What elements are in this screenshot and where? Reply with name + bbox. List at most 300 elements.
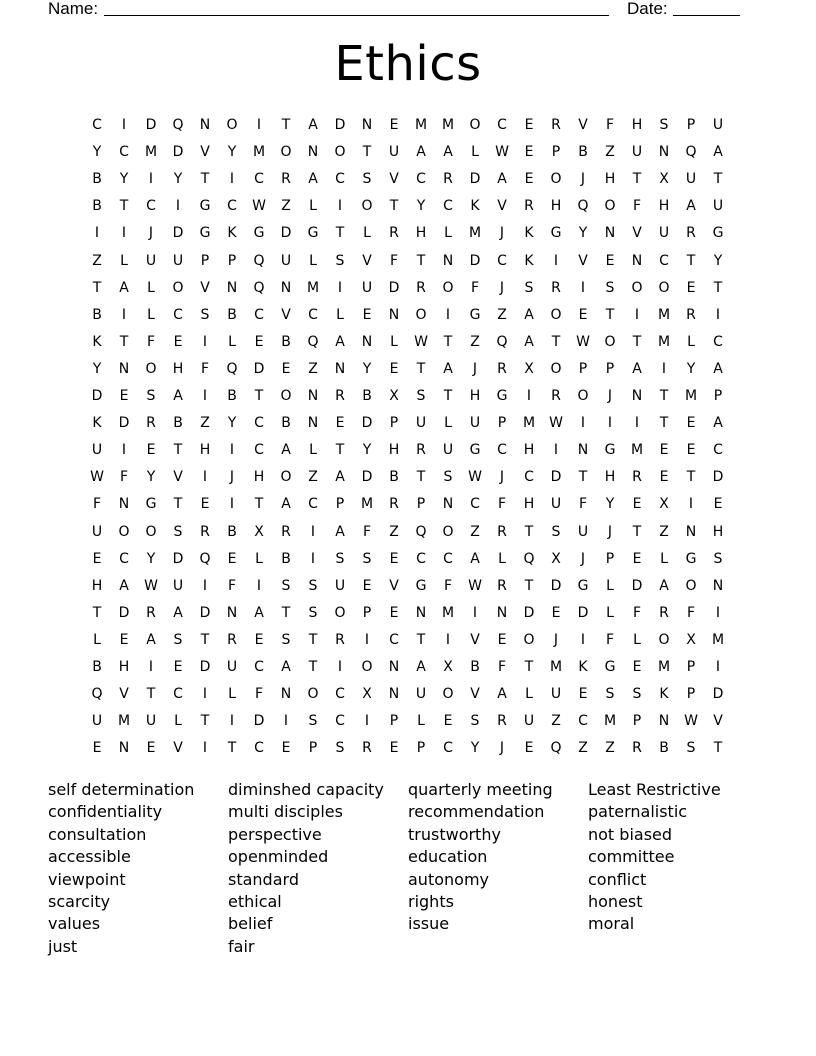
grid-letter[interactable]: R xyxy=(281,171,291,188)
grid-letter[interactable]: N xyxy=(496,604,508,621)
grid-letter[interactable]: A xyxy=(119,279,129,296)
grid-letter[interactable]: R xyxy=(335,388,345,404)
grid-letter[interactable]: O xyxy=(577,388,589,404)
grid-letter[interactable]: C xyxy=(308,306,318,323)
grid-letter[interactable]: M xyxy=(306,279,320,296)
grid-letter[interactable]: R xyxy=(524,198,534,215)
grid-letter[interactable]: L xyxy=(444,415,452,432)
grid-letter[interactable]: Y xyxy=(686,360,696,377)
grid-letter[interactable]: M xyxy=(414,117,428,133)
grid-letter[interactable]: N xyxy=(307,144,319,161)
grid-letter[interactable]: A xyxy=(416,659,426,675)
grid-letter[interactable]: L xyxy=(498,550,506,567)
grid-letter[interactable]: B xyxy=(173,415,183,432)
grid-letter[interactable]: D xyxy=(172,144,184,161)
grid-letter[interactable]: G xyxy=(496,388,508,404)
grid-letter[interactable]: Y xyxy=(470,740,480,757)
grid-letter[interactable]: V xyxy=(497,198,507,215)
grid-letter[interactable]: A xyxy=(281,659,291,675)
grid-letter[interactable]: V xyxy=(389,171,399,188)
grid-letter[interactable]: D xyxy=(199,659,211,675)
grid-letter[interactable]: P xyxy=(686,659,696,675)
grid-letter[interactable]: D xyxy=(361,469,373,486)
grid-letter[interactable]: E xyxy=(362,306,372,323)
grid-letter[interactable]: I xyxy=(634,415,640,432)
grid-letter[interactable]: K xyxy=(578,659,588,675)
grid-letter[interactable]: W xyxy=(414,333,428,350)
grid-letter[interactable]: A xyxy=(659,577,669,594)
grid-letter[interactable]: C xyxy=(173,306,183,323)
grid-letter[interactable]: O xyxy=(604,198,616,215)
grid-letter[interactable]: N xyxy=(712,577,724,594)
grid-letter[interactable]: A xyxy=(308,117,318,133)
grid-letter[interactable]: O xyxy=(334,144,346,161)
grid-letter[interactable]: Z xyxy=(308,360,318,377)
grid-letter[interactable]: C xyxy=(416,171,426,188)
grid-letter[interactable]: M xyxy=(252,144,266,161)
grid-letter[interactable]: E xyxy=(173,659,183,675)
grid-letter[interactable]: R xyxy=(443,171,453,188)
grid-letter[interactable]: W xyxy=(495,144,509,161)
grid-letter[interactable]: J xyxy=(472,360,478,377)
grid-letter[interactable]: O xyxy=(442,279,454,296)
grid-letter[interactable]: N xyxy=(307,415,319,432)
grid-letter[interactable]: J xyxy=(499,279,505,296)
grid-letter[interactable]: N xyxy=(280,686,292,703)
grid-letter[interactable]: W xyxy=(576,333,590,350)
grid-letter[interactable]: U xyxy=(469,415,481,432)
grid-letter[interactable]: T xyxy=(308,631,318,648)
grid-letter[interactable]: P xyxy=(416,496,426,513)
grid-letter[interactable]: E xyxy=(254,333,264,350)
grid-letter[interactable]: U xyxy=(226,659,238,675)
grid-letter[interactable]: I xyxy=(202,388,208,404)
grid-letter[interactable]: U xyxy=(550,496,562,513)
grid-letter[interactable]: Q xyxy=(496,333,508,350)
grid-letter[interactable]: L xyxy=(444,225,452,242)
grid-letter[interactable]: J xyxy=(148,225,154,242)
grid-letter[interactable]: T xyxy=(605,306,615,323)
grid-letter[interactable]: R xyxy=(686,225,696,242)
grid-letter[interactable]: A xyxy=(119,577,129,594)
grid-letter[interactable]: C xyxy=(254,442,264,459)
grid-letter[interactable]: T xyxy=(281,117,291,133)
grid-letter[interactable]: I xyxy=(337,659,343,675)
grid-letter[interactable]: E xyxy=(362,577,372,594)
grid-letter[interactable]: S xyxy=(146,388,156,404)
grid-letter[interactable]: H xyxy=(199,442,211,459)
grid-letter[interactable]: E xyxy=(146,740,156,757)
grid-letter[interactable]: O xyxy=(145,360,157,377)
grid-letter[interactable]: H xyxy=(253,469,265,486)
grid-letter[interactable]: U xyxy=(577,523,589,540)
grid-letter[interactable]: S xyxy=(551,523,561,540)
grid-letter[interactable]: I xyxy=(121,306,127,323)
grid-letter[interactable]: I xyxy=(445,631,451,648)
grid-letter[interactable]: H xyxy=(523,496,535,513)
grid-letter[interactable]: P xyxy=(389,713,399,730)
grid-letter[interactable]: I xyxy=(310,550,316,567)
grid-letter[interactable]: L xyxy=(336,306,344,323)
grid-letter[interactable]: S xyxy=(443,469,453,486)
grid-letter[interactable]: W xyxy=(144,577,158,594)
grid-letter[interactable]: H xyxy=(118,659,130,675)
grid-letter[interactable]: C xyxy=(254,740,264,757)
grid-letter[interactable]: B xyxy=(92,198,102,215)
grid-letter[interactable]: F xyxy=(119,469,129,486)
grid-letter[interactable]: W xyxy=(684,713,698,730)
grid-letter[interactable]: T xyxy=(713,740,723,757)
grid-letter[interactable]: E xyxy=(497,631,507,648)
grid-letter[interactable]: I xyxy=(364,713,370,730)
grid-letter[interactable]: I xyxy=(688,496,694,513)
grid-letter[interactable]: Y xyxy=(713,252,723,269)
grid-letter[interactable]: F xyxy=(605,117,615,133)
grid-letter[interactable]: D xyxy=(145,117,157,133)
grid-letter[interactable]: J xyxy=(229,469,235,486)
grid-letter[interactable]: U xyxy=(415,686,427,703)
grid-letter[interactable]: V xyxy=(200,144,210,161)
grid-letter[interactable]: Z xyxy=(578,740,588,757)
grid-letter[interactable]: S xyxy=(416,388,426,404)
grid-letter[interactable]: S xyxy=(605,686,615,703)
grid-letter[interactable]: N xyxy=(199,117,211,133)
grid-letter[interactable]: O xyxy=(361,659,373,675)
grid-letter[interactable]: B xyxy=(362,388,372,404)
grid-letter[interactable]: T xyxy=(659,388,669,404)
grid-letter[interactable]: A xyxy=(173,604,183,621)
grid-letter[interactable]: V xyxy=(578,252,588,269)
grid-letter[interactable]: H xyxy=(415,225,427,242)
grid-letter[interactable]: H xyxy=(604,469,616,486)
grid-letter[interactable]: I xyxy=(121,117,127,133)
grid-letter[interactable]: Y xyxy=(362,360,372,377)
grid-letter[interactable]: T xyxy=(551,333,561,350)
grid-letter[interactable]: G xyxy=(577,577,589,594)
grid-letter[interactable]: I xyxy=(229,713,235,730)
grid-letter[interactable]: T xyxy=(173,496,183,513)
grid-letter[interactable]: A xyxy=(524,306,534,323)
grid-letter[interactable]: F xyxy=(497,659,507,675)
grid-letter[interactable]: R xyxy=(632,469,642,486)
grid-letter[interactable]: T xyxy=(335,225,345,242)
grid-letter[interactable]: P xyxy=(308,740,318,757)
grid-letter[interactable]: P xyxy=(551,144,561,161)
grid-letter[interactable]: V xyxy=(173,740,183,757)
grid-letter[interactable]: R xyxy=(632,740,642,757)
grid-letter[interactable]: V xyxy=(389,577,399,594)
grid-letter[interactable]: A xyxy=(713,415,723,432)
grid-letter[interactable]: E xyxy=(92,550,102,567)
grid-letter[interactable]: T xyxy=(254,496,264,513)
grid-letter[interactable]: N xyxy=(118,496,130,513)
grid-letter[interactable]: L xyxy=(417,713,425,730)
grid-letter[interactable]: E xyxy=(119,631,129,648)
grid-letter[interactable]: F xyxy=(497,496,507,513)
grid-letter[interactable]: B xyxy=(92,306,102,323)
grid-letter[interactable]: N xyxy=(361,333,373,350)
grid-letter[interactable]: K xyxy=(659,686,669,703)
grid-letter[interactable]: E xyxy=(524,740,534,757)
grid-letter[interactable]: B xyxy=(227,388,237,404)
grid-letter[interactable]: D xyxy=(91,388,103,404)
grid-letter[interactable]: M xyxy=(630,442,644,459)
grid-letter[interactable]: S xyxy=(335,740,345,757)
grid-letter[interactable]: E xyxy=(686,279,696,296)
date-field[interactable] xyxy=(673,0,740,16)
grid-letter[interactable]: M xyxy=(441,117,455,133)
grid-letter[interactable]: D xyxy=(523,604,535,621)
grid-letter[interactable]: T xyxy=(146,686,156,703)
grid-letter[interactable]: E xyxy=(578,686,588,703)
grid-letter[interactable]: T xyxy=(713,279,723,296)
grid-letter[interactable]: N xyxy=(307,388,319,404)
grid-letter[interactable]: N xyxy=(118,360,130,377)
grid-letter[interactable]: F xyxy=(92,496,102,513)
grid-letter[interactable]: Q xyxy=(199,550,211,567)
grid-letter[interactable]: S xyxy=(362,550,372,567)
grid-letter[interactable]: C xyxy=(713,333,723,350)
grid-letter[interactable]: V xyxy=(578,117,588,133)
grid-letter[interactable]: E xyxy=(713,496,723,513)
grid-letter[interactable]: C xyxy=(524,469,534,486)
grid-letter[interactable]: C xyxy=(497,252,507,269)
grid-letter[interactable]: T xyxy=(200,713,210,730)
grid-letter[interactable]: R xyxy=(362,740,372,757)
grid-letter[interactable]: I xyxy=(661,360,667,377)
grid-letter[interactable]: M xyxy=(360,496,374,513)
grid-letter[interactable]: E xyxy=(146,442,156,459)
grid-letter[interactable]: E xyxy=(578,306,588,323)
grid-letter[interactable]: O xyxy=(307,686,319,703)
grid-letter[interactable]: E xyxy=(389,550,399,567)
grid-letter[interactable]: R xyxy=(335,631,345,648)
grid-letter[interactable]: T xyxy=(443,388,453,404)
grid-letter[interactable]: O xyxy=(334,604,346,621)
grid-letter[interactable]: K xyxy=(524,252,534,269)
grid-letter[interactable]: J xyxy=(580,171,586,188)
grid-letter[interactable]: L xyxy=(471,144,479,161)
grid-letter[interactable]: N xyxy=(415,604,427,621)
grid-letter[interactable]: O xyxy=(658,631,670,648)
grid-letter[interactable]: C xyxy=(92,117,102,133)
grid-letter[interactable]: C xyxy=(227,198,237,215)
grid-letter[interactable]: O xyxy=(550,360,562,377)
grid-letter[interactable]: H xyxy=(604,171,616,188)
grid-letter[interactable]: Q xyxy=(415,523,427,540)
grid-letter[interactable]: U xyxy=(658,225,670,242)
grid-letter[interactable]: P xyxy=(605,550,615,567)
grid-letter[interactable]: R xyxy=(227,631,237,648)
grid-letter[interactable]: J xyxy=(580,550,586,567)
grid-letter[interactable]: D xyxy=(712,469,724,486)
grid-letter[interactable]: S xyxy=(605,279,615,296)
grid-letter[interactable]: P xyxy=(497,415,507,432)
grid-letter[interactable]: Z xyxy=(200,415,210,432)
grid-letter[interactable]: E xyxy=(281,360,291,377)
grid-letter[interactable]: T xyxy=(713,171,723,188)
grid-letter[interactable]: J xyxy=(499,225,505,242)
grid-letter[interactable]: B xyxy=(470,659,480,675)
grid-letter[interactable]: H xyxy=(469,388,481,404)
grid-letter[interactable]: L xyxy=(309,252,317,269)
grid-letter[interactable]: E xyxy=(227,550,237,567)
grid-letter[interactable]: F xyxy=(254,686,264,703)
grid-letter[interactable]: F xyxy=(605,631,615,648)
grid-letter[interactable]: A xyxy=(497,686,507,703)
grid-letter[interactable]: U xyxy=(361,279,373,296)
grid-letter[interactable]: R xyxy=(146,604,156,621)
grid-letter[interactable]: M xyxy=(441,604,455,621)
grid-letter[interactable]: Y xyxy=(146,469,156,486)
grid-letter[interactable]: R xyxy=(551,388,561,404)
grid-letter[interactable]: O xyxy=(280,388,292,404)
grid-letter[interactable]: O xyxy=(280,469,292,486)
grid-letter[interactable]: P xyxy=(686,117,696,133)
grid-letter[interactable]: A xyxy=(524,333,534,350)
grid-letter[interactable]: L xyxy=(228,686,236,703)
grid-letter[interactable]: T xyxy=(443,333,453,350)
grid-letter[interactable]: D xyxy=(199,604,211,621)
grid-letter[interactable]: D xyxy=(631,577,643,594)
grid-letter[interactable]: S xyxy=(173,631,183,648)
grid-letter[interactable]: Q xyxy=(307,333,319,350)
grid-letter[interactable]: E xyxy=(200,496,210,513)
grid-letter[interactable]: O xyxy=(469,117,481,133)
grid-letter[interactable]: F xyxy=(389,252,399,269)
grid-letter[interactable]: X xyxy=(254,523,264,540)
grid-letter[interactable]: Z xyxy=(308,469,318,486)
grid-letter[interactable]: O xyxy=(604,333,616,350)
grid-letter[interactable]: A xyxy=(713,144,723,161)
grid-letter[interactable]: X xyxy=(443,659,453,675)
grid-letter[interactable]: I xyxy=(715,659,721,675)
grid-letter[interactable]: I xyxy=(715,306,721,323)
grid-letter[interactable]: Z xyxy=(470,333,480,350)
grid-letter[interactable]: G xyxy=(604,659,616,675)
grid-letter[interactable]: A xyxy=(416,144,426,161)
grid-letter[interactable]: U xyxy=(631,144,643,161)
grid-letter[interactable]: L xyxy=(147,306,155,323)
grid-letter[interactable]: R xyxy=(416,279,426,296)
grid-letter[interactable]: Q xyxy=(226,360,238,377)
grid-letter[interactable]: Z xyxy=(92,252,102,269)
grid-letter[interactable]: W xyxy=(90,469,104,486)
grid-letter[interactable]: N xyxy=(631,388,643,404)
grid-letter[interactable]: G xyxy=(550,225,562,242)
grid-letter[interactable]: M xyxy=(549,659,563,675)
grid-letter[interactable]: G xyxy=(307,225,319,242)
grid-letter[interactable]: E xyxy=(443,713,453,730)
grid-letter[interactable]: C xyxy=(254,171,264,188)
grid-letter[interactable]: I xyxy=(94,225,100,242)
grid-letter[interactable]: P xyxy=(227,252,237,269)
grid-letter[interactable]: T xyxy=(686,252,696,269)
grid-letter[interactable]: H xyxy=(91,577,103,594)
grid-letter[interactable]: Z xyxy=(659,523,669,540)
grid-letter[interactable]: I xyxy=(202,577,208,594)
grid-letter[interactable]: C xyxy=(659,252,669,269)
grid-letter[interactable]: L xyxy=(606,577,614,594)
grid-letter[interactable]: N xyxy=(577,442,589,459)
grid-letter[interactable]: W xyxy=(468,577,482,594)
grid-letter[interactable]: C xyxy=(335,171,345,188)
grid-letter[interactable]: L xyxy=(606,604,614,621)
grid-letter[interactable]: N xyxy=(334,360,346,377)
grid-letter[interactable]: O xyxy=(172,279,184,296)
grid-letter[interactable]: V xyxy=(362,252,372,269)
grid-letter[interactable]: T xyxy=(119,333,129,350)
grid-letter[interactable]: Y xyxy=(92,360,102,377)
grid-letter[interactable]: P xyxy=(362,604,372,621)
grid-letter[interactable]: S xyxy=(362,171,372,188)
grid-letter[interactable]: N xyxy=(361,117,373,133)
grid-letter[interactable]: L xyxy=(525,686,533,703)
grid-letter[interactable]: I xyxy=(202,469,208,486)
grid-letter[interactable]: J xyxy=(499,469,505,486)
grid-letter[interactable]: C xyxy=(173,686,183,703)
grid-letter[interactable]: D xyxy=(253,360,265,377)
grid-letter[interactable]: L xyxy=(363,225,371,242)
grid-letter[interactable]: C xyxy=(443,198,453,215)
grid-letter[interactable]: L xyxy=(309,442,317,459)
grid-letter[interactable]: G xyxy=(415,577,427,594)
grid-letter[interactable]: U xyxy=(712,198,724,215)
grid-letter[interactable]: E xyxy=(389,740,399,757)
grid-letter[interactable]: E xyxy=(686,415,696,432)
grid-letter[interactable]: C xyxy=(416,550,426,567)
grid-letter[interactable]: Q xyxy=(577,198,589,215)
grid-letter[interactable]: R xyxy=(497,523,507,540)
grid-letter[interactable]: K xyxy=(92,415,102,432)
grid-letter[interactable]: R xyxy=(281,523,291,540)
grid-letter[interactable]: N xyxy=(280,279,292,296)
grid-letter[interactable]: U xyxy=(334,577,346,594)
grid-letter[interactable]: I xyxy=(121,442,127,459)
grid-letter[interactable]: I xyxy=(472,604,478,621)
grid-letter[interactable]: B xyxy=(659,740,669,757)
grid-letter[interactable]: G xyxy=(199,198,211,215)
grid-letter[interactable]: V xyxy=(200,279,210,296)
grid-letter[interactable]: Q xyxy=(523,550,535,567)
grid-letter[interactable]: L xyxy=(147,279,155,296)
grid-letter[interactable]: O xyxy=(118,523,130,540)
grid-letter[interactable]: X xyxy=(659,496,669,513)
grid-letter[interactable]: S xyxy=(281,577,291,594)
grid-letter[interactable]: R xyxy=(551,117,561,133)
grid-letter[interactable]: P xyxy=(416,740,426,757)
grid-letter[interactable]: S xyxy=(281,631,291,648)
grid-letter[interactable]: Z xyxy=(470,523,480,540)
grid-letter[interactable]: U xyxy=(172,252,184,269)
grid-letter[interactable]: F xyxy=(227,577,237,594)
grid-letter[interactable]: U xyxy=(442,442,454,459)
grid-letter[interactable]: I xyxy=(256,117,262,133)
grid-letter[interactable]: I xyxy=(148,171,154,188)
grid-letter[interactable]: E xyxy=(632,496,642,513)
grid-letter[interactable]: E xyxy=(389,360,399,377)
grid-letter[interactable]: U xyxy=(145,713,157,730)
grid-letter[interactable]: C xyxy=(389,631,399,648)
grid-letter[interactable]: S xyxy=(713,550,723,567)
grid-letter[interactable]: R xyxy=(416,442,426,459)
grid-letter[interactable]: Y xyxy=(119,171,129,188)
grid-letter[interactable]: I xyxy=(364,631,370,648)
grid-letter[interactable]: T xyxy=(200,171,210,188)
grid-letter[interactable]: T xyxy=(200,631,210,648)
grid-letter[interactable]: I xyxy=(607,415,613,432)
grid-letter[interactable]: E xyxy=(551,604,561,621)
